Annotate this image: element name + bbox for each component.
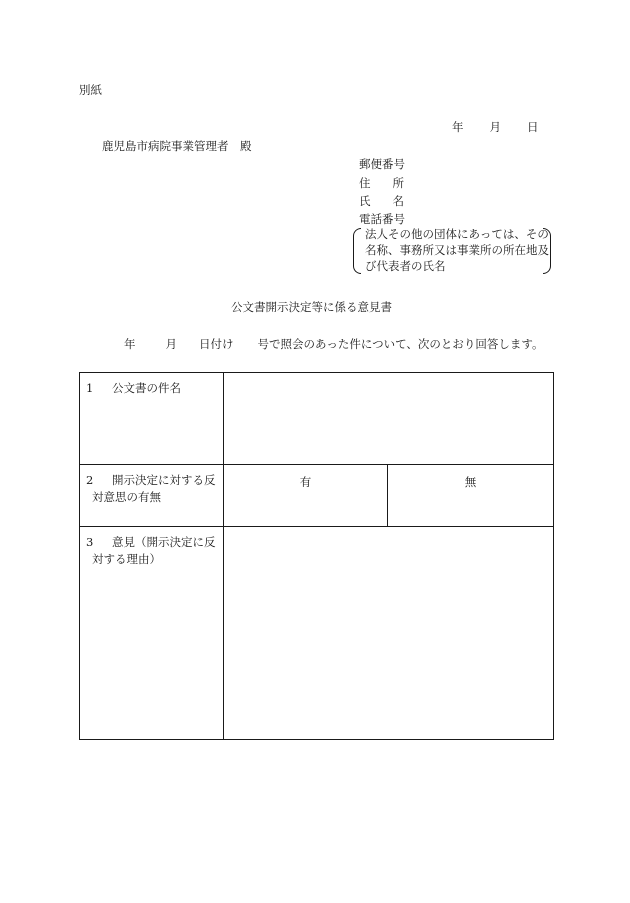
table-row: [80, 373, 554, 465]
date-year: 年: [452, 120, 464, 134]
corporate-note-line: 法人その他の団体にあっては、その: [365, 227, 549, 241]
table-row: [80, 465, 554, 527]
intro-sentence: 年 月 日付け 号で照会のあった件について、次のとおり回答します。: [124, 337, 544, 351]
left-bracket: [353, 228, 361, 274]
table-row: [80, 527, 554, 740]
option-yes-cell[interactable]: 有: [224, 465, 388, 527]
corporate-note-line: 名称、事務所又は事業所の所在地及: [365, 243, 549, 257]
corporate-note: [353, 226, 551, 274]
subject-label-cell: 1 公文書の件名: [80, 373, 224, 465]
phone-number-label: 電話番号: [359, 212, 405, 226]
addressee: 鹿児島市病院事業管理者 殿: [102, 139, 252, 153]
subject-input-cell[interactable]: [224, 373, 554, 465]
option-no-cell[interactable]: 無: [388, 465, 554, 527]
opinion-input-cell[interactable]: [224, 527, 554, 740]
date-line: [452, 119, 539, 135]
objection-label-cell: 2 開示決定に対する反 対意思の有無: [80, 465, 224, 527]
corporate-note-line: び代表者の氏名: [365, 259, 446, 273]
opinion-form-table: [79, 372, 554, 740]
document-title: 公文書開示決定等に係る意見書: [231, 300, 392, 314]
attachment-label: 別紙: [79, 83, 102, 97]
date-day: 日: [527, 120, 539, 134]
postal-code-label: 郵便番号: [359, 157, 405, 171]
address-label: 住 所: [359, 176, 404, 190]
opinion-label-cell: 3 意見（開示決定に反 対する理由）: [80, 527, 224, 740]
date-month: 月: [489, 120, 501, 134]
name-label: 氏 名: [359, 194, 404, 208]
